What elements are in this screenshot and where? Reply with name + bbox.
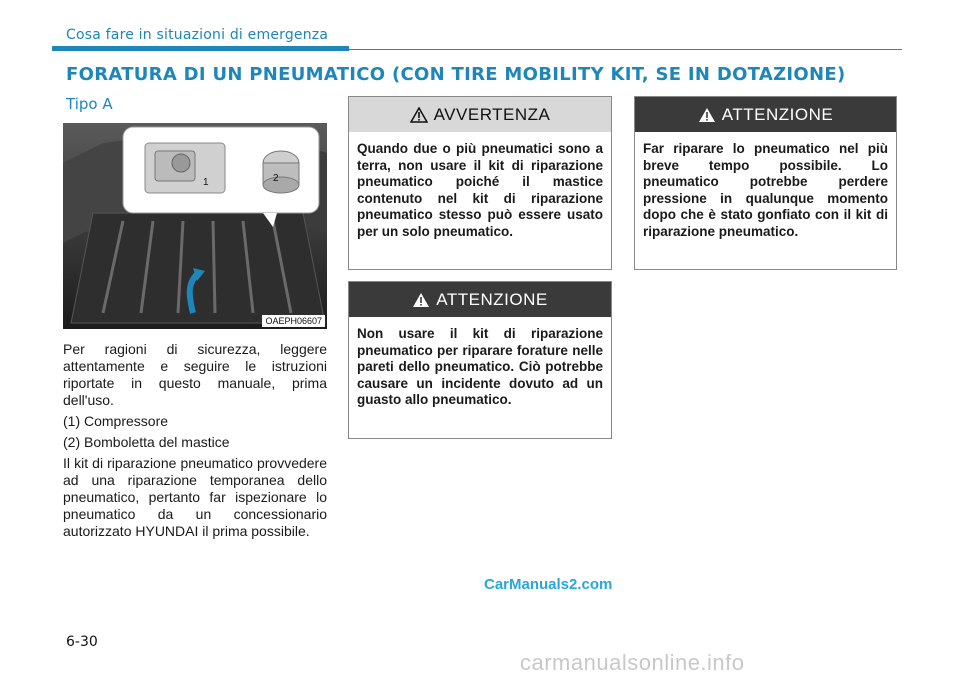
figure-label-1: 1 [203, 177, 209, 188]
caution-heading-1: ATTENZIONE [436, 289, 548, 309]
caution-box-1 [348, 281, 612, 439]
caution-header-2 [635, 97, 896, 132]
page-title: FORATURA DI UN PNEUMATICO (CON TIRE MOBILITY KIT, SE IN DOTAZIONE) [66, 64, 846, 85]
caution-triangle-icon [412, 292, 430, 308]
warning-text: Quando due o più pneumatici sono a terra, non usare il kit di riparazione pneumatico poiché il mastice contenuto nel kit di riparazione pneumatico stesso può essere usato per un solo pneumatico. [357, 141, 603, 239]
watermark-link[interactable]: CarManuals2.com [484, 576, 613, 593]
header-bar [52, 46, 349, 51]
warning-box [348, 96, 612, 270]
warning-triangle-icon [410, 107, 428, 123]
warning-heading: AVVERTENZA [433, 104, 551, 124]
caution-text-1: Non usare il kit di riparazione pneumatico per riparare forature nelle pareti dello pneumatico. Ciò potrebbe causare un incidente dovuto ad un guasto allo pneumatico. [357, 326, 603, 407]
section-header: Cosa fare in situazioni di emergenza [66, 27, 329, 43]
caution-triangle-icon [698, 107, 716, 123]
caution-text-2: Far riparare lo pneumatico nel più breve tempo possibile. Lo pneumatico potrebbe perdere pressione in qualunque momento dopo che è stato gonfiato con il kit di riparazione pneumatico. [643, 141, 888, 239]
header-rule [349, 49, 902, 50]
watermark-footer: carmanualsonline.info [520, 650, 745, 675]
trunk-figure [63, 123, 327, 329]
intro-paragraph: Per ragioni di sicurezza, leggere attentamente e seguire le istruzioni riportate in questo manuale, prima dell'uso. [63, 341, 327, 408]
list-item-compressor: (1) Compressore [63, 413, 169, 429]
list-item-sealant: (2) Bomboletta del mastice [63, 434, 230, 450]
figure-label-2: 2 [273, 173, 279, 184]
subtitle: Tipo A [66, 95, 113, 113]
figure-code: OAEPH06607 [262, 315, 325, 327]
caution-heading-2: ATTENZIONE [721, 104, 834, 124]
body-text [63, 341, 327, 544]
caution-box-2 [634, 96, 897, 270]
page-number: 6-30 [66, 634, 98, 650]
trunk-illustration [63, 123, 327, 329]
warning-header [349, 97, 611, 132]
caution-header-1 [349, 282, 611, 317]
repair-paragraph: Il kit di riparazione pneumatico provvedere ad una riparazione temporanea dello pneumatico, pertanto far ispezionare lo pneumatico da un concessionario autorizzato HYUNDAI il prima possibile. [63, 455, 327, 539]
